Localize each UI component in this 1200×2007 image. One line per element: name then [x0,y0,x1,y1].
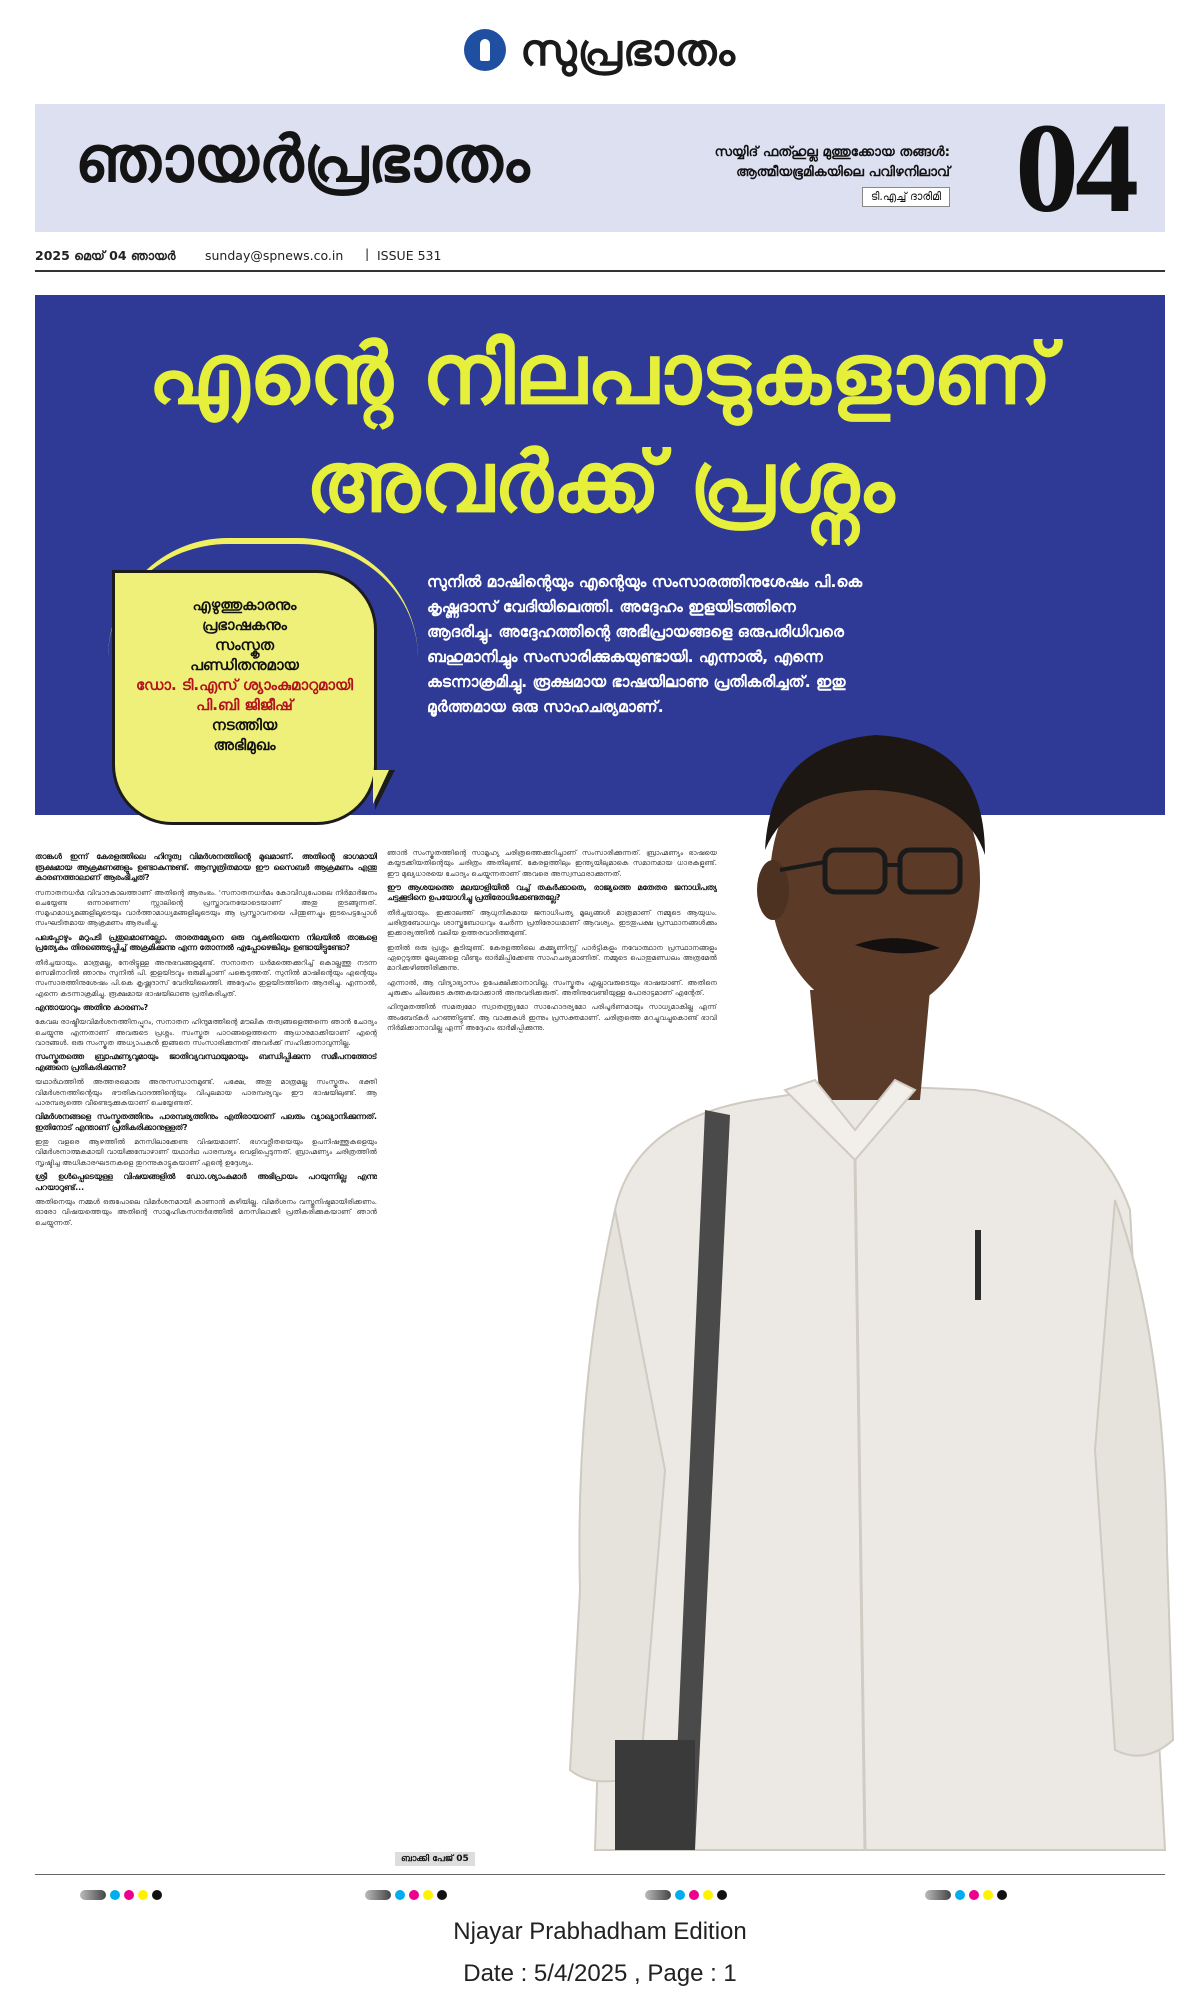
answer: യഥാർഥത്തിൽ അത്തരമൊരു അനുസന്ധാനമുണ്ട്. പക്ഷേ, അതു മാത്രമല്ല സംസ്കൃതം. ഭക്തി വിമർശനത്തിന്റെയും ഭൗതികവാദത്തിന്റെയും വിപുലമായ പാരമ്പര്യവും ഈ ഭാഷയിലുണ്ട്. ആ പാരമ്പര്യത്തെ വീണ്ടെടുക്കുകയാണ് ചെയ്യേണ്ടത്. [35,1077,377,1107]
issue-date: 2025 മെയ് 04 ഞായർ [35,248,176,263]
answer: കേവല രാഷ്ട്രീയവിമർശനത്തിനപ്പുറം, സനാതന ഹിന്ദുമത്തിന്റെ മൗലിക തത്വങ്ങളെത്തന്നെ ഞാൻ ചോദ്യം ചെയ്യുന്നു എന്നതാണ് അവരുടെ പ്രശ്നം. സംസ്കൃത പാഠങ്ങളെത്തന്നെ ആധാരമാക്കിയാണ് എന്റെ വാദങ്ങൾ. ഒരു സംസ്കൃത അധ്യാപകൻ ഇങ്ങനെ സംസാരിക്കുന്നത് അവർക്ക് സഹിക്കാനാവുന്നില്ല. [35,1017,377,1047]
supplement-title: ഞായർപ്രഭാതം [75,122,530,197]
feature-promo[interactable] [715,142,950,182]
bubble-line-5: നടത്തിയ [211,716,278,734]
question: ശ്രീ ഉൾപ്പെടെയുള്ള വിഷയങ്ങളിൽ ഡോ.ശ്യാംകുമാർ അഭിപ്രായം പറയുന്നില്ല എന്നു പറയാറുണ്ട്... [35,1172,377,1192]
answer: ഇതിൽ ഒരു പ്രശ്നം കൂടിയുണ്ട്. കേരളത്തിലെ കമ്മ്യൂണിസ്റ്റ് പാർട്ടികളും നവോത്ഥാന പ്രസ്ഥാനങ്ങളും ഏറ്റെടുത്ത മൂല്യങ്ങളെ വീണ്ടും ഓർമിപ്പിക്കേണ്ട സാഹചര്യമാണിത്. നമ്മുടെ പൊതുമണ്ഡലം അത്രമേൽ മാറിക്കഴിഞ്ഞിരിക്കുന്നു. [387,942,717,973]
answer: ഞാൻ സംസ്കൃതത്തിന്റെ സാമൂഹ്യ ചരിത്രത്തെക്കുറിച്ചാണ് സംസാരിക്കുന്നത്. ബ്രാഹ്മണ്യം ഭാഷയെ കയ്യടക്കിയതിന്റെയും ചരിത്രം അതിലുണ്ട്. കേരളത്തിലും ഇന്ത്യയിലുമാകെ സമാനമായ ധാരകളുണ്ട്. ഈ മുഖ്യധാരയെ ചോദ്യം ചെയ്യുന്നതാണ് അവരെ അസ്വസ്ഥരാക്കുന്നത്. [387,848,717,878]
question: എന്തായാവും അതിനു കാരണം? [35,1002,149,1012]
edition-label: Njayar Prabhadham Edition [453,1918,747,1945]
promo-line-2: ആത്മീയഭൂമികയിലെ പവിഴനിലാവ് [736,164,950,180]
bubble-line-3: സംസ്കൃത [214,636,275,654]
page-number: 04 [1015,97,1135,239]
bubble-tail-fill [373,770,389,804]
divider [35,270,1165,272]
interviewee-name: ഡോ. ടി.എസ് ശ്യാംകുമാറുമായി [135,676,353,694]
interview-credit-bubble [112,570,377,825]
separator: | [365,246,370,261]
registration-marks [925,1890,1007,1900]
dateline [35,244,1165,266]
headline-line-1: എന്റെ നിലപാടുകളാണ് [148,325,1052,423]
question: പലപ്പോഴും മറുപടി പ്രതുലമാണല്ലോ. താരതമ്യേനെ ഒരു വ്യക്തിയെന്ന നിലയിൽ താങ്കളെ പ്രത്യേകം തിരഞ്ഞെടുപ്പിച്ച് അക്രമിക്കുന്നു എന്ന തോന്നൽ എപ്പോഴെങ്കിലും ഉണ്ടായിട്ടുണ്ടോ? [35,932,377,953]
bubble-line-4: പണ്ഡിതനുമായ [190,656,299,674]
article-body [35,848,1165,1853]
answer: ഇതു വളരെ ആഴത്തിൽ മനസിലാക്കേണ്ട വിഷയമാണ്. ഭഗവദ്ഗീതയെയും ഉപനിഷത്തുകളെയും വിമർശനാത്മകമായി വായിക്കുമ്പോഴാണ് യഥാർഥ പാരമ്പര്യം വെളിപ്പെടുന്നത്. ബ്രാഹ്മണ്യം ചരിത്രത്തിൽ സൃഷ്ടിച്ച അധികാരഘടനകളെ തുറന്നുകാട്ടുകയാണ് എന്റെ ഉദ്ദേശ്യം. [35,1137,377,1167]
question: സംസ്കൃതത്തെ ബ്രാഹ്മണ്യവുമായും ജാതിവ്യവസ്ഥയുമായും ബന്ധിപ്പിക്കുന്ന സമീപനത്തോട് എങ്ങനെ പ്രതികരിക്കുന്നു? [35,1052,377,1072]
divider [35,1874,1165,1875]
registration-marks [645,1890,727,1900]
headline-line-2: അവർക്ക് പ്രശ്നം [305,433,895,531]
edition-date: Date : 5/4/2025 , Page : 1 [463,1960,737,1987]
answer: തീർച്ചയായും. മാത്രമല്ല, നേരിട്ടുള്ള അനുഭവങ്ങളുമുണ്ട്. സനാതന ധർമത്തെക്കുറിച്ച് കൊല്ലത്തു നടന്ന സെമിനാറിൽ ഞാനും സുനിൽ പി. ഇളയിടവും ഒരുമിച്ചാണ് പങ്കെടുത്തത്. സുനിൽ മാഷിന്റെയും എന്റെയും സംസാരത്തിനുശേഷം പി.കെ കൃഷ്ണദാസ് വേദിയിലെത്തി. അദ്ദേഹം ഇളയിടത്തിനെ ആദരിച്ചു. എന്നാൽ, എന്നെ കടന്നാക്രമിച്ചു. രൂക്ഷമായ ഭാഷയിലാണു പ്രതികരിച്ചത്. [35,957,377,998]
continued-label[interactable]: ബാക്കി പേജ് 05 [395,1852,475,1866]
answer: അതിനെയും നമ്മൾ ഒരുപോലെ വിമർശനമായി കാണാൻ കഴിയില്ല. വിമർശനം വസ്തുനിഷ്ഠമായിരിക്കണം. ഓരോ വിഷയത്തെയും അതിന്റെ സാമൂഹികസന്ദർഭത്തിൽ മനസിലാക്കി പ്രതികരിക്കുകയാണ് ഞാൻ ചെയ്യുന്നത്. [35,1197,377,1227]
bubble-line-6: അഭിമുഖം [213,736,276,754]
answer: ഹിന്ദുമതത്തിൽ സമത്വമോ സ്വാതന്ത്ര്യമോ സാഹോദര്യമോ പരിപൂർണമായും സാധ്യമാകില്ല എന്ന് അംബേദ്കർ പറഞ്ഞിട്ടുണ്ട്. ആ വാക്കുകൾ ഇന്നും പ്രസക്തമാണ്. ചരിത്രത്തെ മറച്ചുവച്ചുകൊണ്ട് ഭാവി നിർമിക്കാനാവില്ല എന്ന് അദ്ദേഹം ഓർമിപ്പിക്കുന്നു. [387,1002,717,1032]
answer: സനാതനധർമ വിവാദകാലത്താണ് അതിന്റെ ആരംഭം. 'സനാതനധർമം കോവിഡുപോലെ നിർമാർജനം ചെയ്യേണ്ട ഒന്നാണെന്ന' സ്റ്റാലിന്റെ പ്രസ്താവനയോടെയാണ് അതു തുടങ്ങുന്നത്. സമൂഹമാധ്യമങ്ങളിലൂടെയും വാർത്താമാധ്യമങ്ങളിലൂടെയും ആ പ്രസ്താവനയെ പിന്തുണച്ചും ഇടപെട്ടപ്പോൾ സംഘടിതമായ ആക്രമണം ആരംഭിച്ചു. [35,887,377,928]
registration-marks [80,1890,162,1900]
promo-line-1: സയ്യിദ് ഫത്ഹുല്ല മുത്തുക്കോയ തങ്ങൾ: [714,144,950,160]
question: താങ്കൾ ഇന്ന് കേരളത്തിലെ ഹിന്ദുത്വ വിമർശനത്തിന്റെ മുഖമാണ്. അതിന്റെ ഭാഗമായി രൂക്ഷമായ ആക്രമണങ്ങളും ഉണ്ടാകുന്നുണ്ട്. ആസൂത്രിതമായ ഈ സൈബർ ആക്രമണം എന്തു കാരണത്താലാണ് ആരംഭിച്ചത്? [35,852,377,882]
interviewer-name: പി.ബി ജിജീഷ് [196,696,293,714]
supplement-header [35,97,1165,239]
contact-email[interactable]: sunday@spnews.co.in [205,248,344,263]
pen-nib-icon [464,29,506,71]
promo-author: ടി.എച്ച് ദാരിമി [862,187,950,207]
article-column-1 [35,848,377,1848]
question: ഈ ആശയത്തെ മലയാളിയിൽ വച്ച് തകർക്കാതെ, രാജ്യത്തെ മതേതര ജനാധിപത്യ ചട്ടക്കൂടിനെ ഉപയോഗിച്ചു പ്രതിരോധിക്കേണ്ടതല്ലേ? [387,882,717,903]
headline [35,320,1165,536]
issue-number: ISSUE 531 [377,248,442,263]
newspaper-logo: സുപ്രഭാതം [520,24,736,76]
intro-text: സുനിൽ മാഷിന്റെയും എന്റെയും സംസാരത്തിനുശേഷം പി.കെ കൃഷ്ണദാസ് വേദിയിലെത്തി. അദ്ദേഹം ഇളയിടത്തിനെ ആദരിച്ചു. അദ്ദേഹത്തിന്റെ അഭിപ്രായങ്ങളെ ഒരുപരിധിവരെ ബഹുമാനിച്ചും സംസാരിക്കുകയുണ്ടായി. എന്നാൽ, എന്നെ കടന്നാക്രമിച്ചു. രൂക്ഷമായ ഭാഷയിലാണു പ്രതികരിച്ചത്. ഇതു മൂർത്തമായ ഒരു സാഹചര്യമാണ്. [427,573,863,716]
masthead [0,0,1200,100]
registration-marks [365,1890,447,1900]
bubble-line-1: എഴുത്തുകാരനും [192,596,297,614]
article-column-2 [387,848,717,1848]
bubble-line-2: പ്രഭാഷകനും [202,616,287,634]
answer: എന്നാൽ, ആ വിദ്യാഭ്യാസം ഉപേക്ഷിക്കാനാവില്ല. സംസ്കൃതം എല്ലാവരുടെയും ഭാഷയാണ്. അതിനെ ചുരുക്കം ചിലരുടെ കുത്തകയാക്കാൻ അനുവദിക്കരുത്. അതിനുവേണ്ടിയുള്ള പോരാട്ടമാണ് എന്റേത്. [387,977,717,997]
answer: തീർച്ചയായും. ഇക്കാലത്ത് ആധുനികമായ ജനാധിപത്യ മൂല്യങ്ങൾ മാത്രമാണ് നമ്മുടെ ആയുധം. ചരിത്രബോധവും ശാസ്ത്രബോധവും ചേർന്ന പ്രതിരോധമാണ് ആവശ്യം. ഇടതുപക്ഷ പ്രസ്ഥാനങ്ങൾക്കും ഇക്കാര്യത്തിൽ വലിയ ഉത്തരവാദിത്തമുണ്ട്. [387,907,717,938]
question: വിമർശനങ്ങളെ സംസ്കൃതത്തിനും പാരമ്പര്യത്തിനും എതിരായാണ് പലരും വ്യാഖ്യാനിക്കുന്നത്. ഇതിനോട് എന്താണ് പ്രതികരിക്കാനുള്ളത്? [35,1112,377,1132]
